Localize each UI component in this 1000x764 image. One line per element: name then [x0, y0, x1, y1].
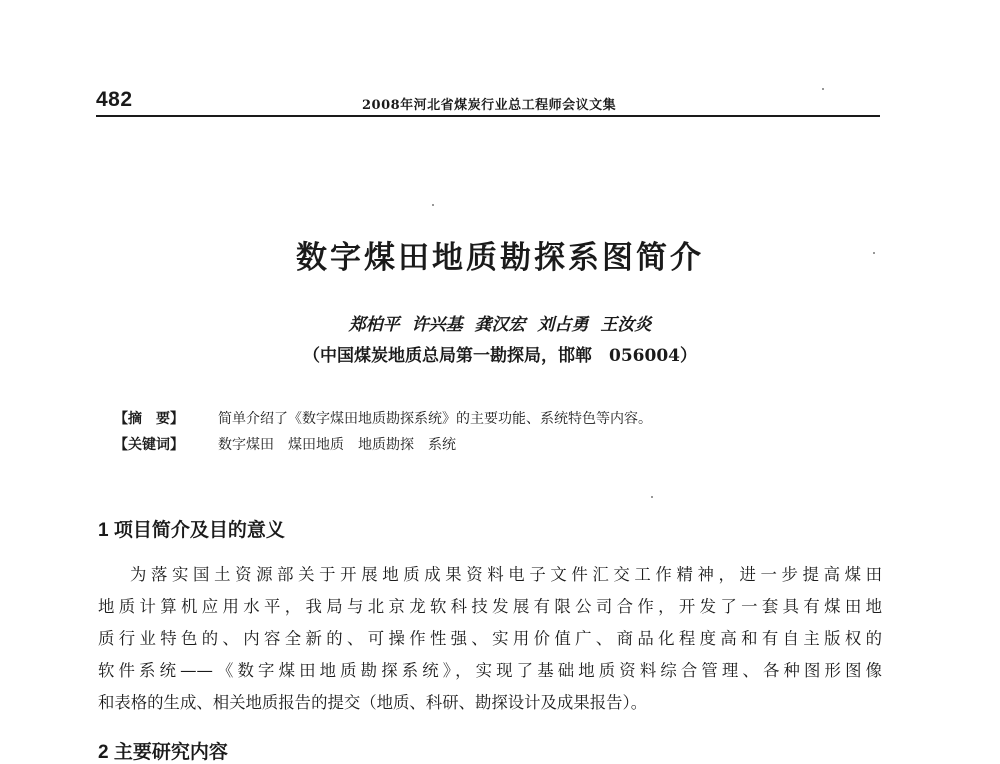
scan-speck [432, 204, 434, 206]
author-affiliation: （中国煤炭地质总局第一勘探局，邯郸 056004） [303, 346, 697, 366]
paragraph-line: 为落实国土资源部关于开展地质成果资料电子文件汇交工作精神，进一步提高煤田 [130, 565, 882, 584]
section-1-paragraph [98, 559, 882, 719]
keywords-label: 【关键词】 [114, 436, 184, 452]
paragraph-line: 软件系统——《数字煤田地质勘探系统》，实现了基础地质资料综合管理、各种图形图像 [98, 661, 882, 680]
abstract-text: 简单介绍了《数字煤田地质勘探系统》的主要功能、系统特色等内容。 [218, 410, 652, 426]
abstract [114, 408, 652, 428]
paragraph-line: 和表格的生成、相关地质报告的提交（地质、科研、勘探设计及成果报告）。 [98, 693, 648, 712]
keywords-text: 数字煤田 煤田地质 地质勘探 系统 [218, 436, 456, 452]
journal-title: 2008年河北省煤炭行业总工程师会议文集 [362, 98, 617, 113]
section-heading-1: 1 项目简介及目的意义 [98, 520, 285, 541]
paragraph-line: 质行业特色的、内容全新的、可操作性强、实用价值广、商品化程度高和有自主版权的 [98, 629, 882, 648]
header-rule [96, 115, 880, 117]
paragraph-line: 地质计算机应用水平，我局与北京龙软科技发展有限公司合作，开发了一套具有煤田地 [98, 597, 882, 616]
page-number: 482 [96, 88, 133, 111]
abstract-label: 【摘 要】 [114, 410, 184, 426]
author-list: 郑柏平 许兴基 龚汉宏 刘占勇 王汝炎 [348, 315, 652, 335]
section-heading-2: 2 主要研究内容 [98, 742, 228, 763]
keywords [114, 434, 456, 454]
scan-speck [873, 252, 875, 254]
article-title: 数字煤田地质勘探系图简介 [296, 240, 704, 276]
scan-speck [651, 496, 653, 498]
running-header [96, 86, 880, 116]
scan-speck [822, 88, 824, 90]
